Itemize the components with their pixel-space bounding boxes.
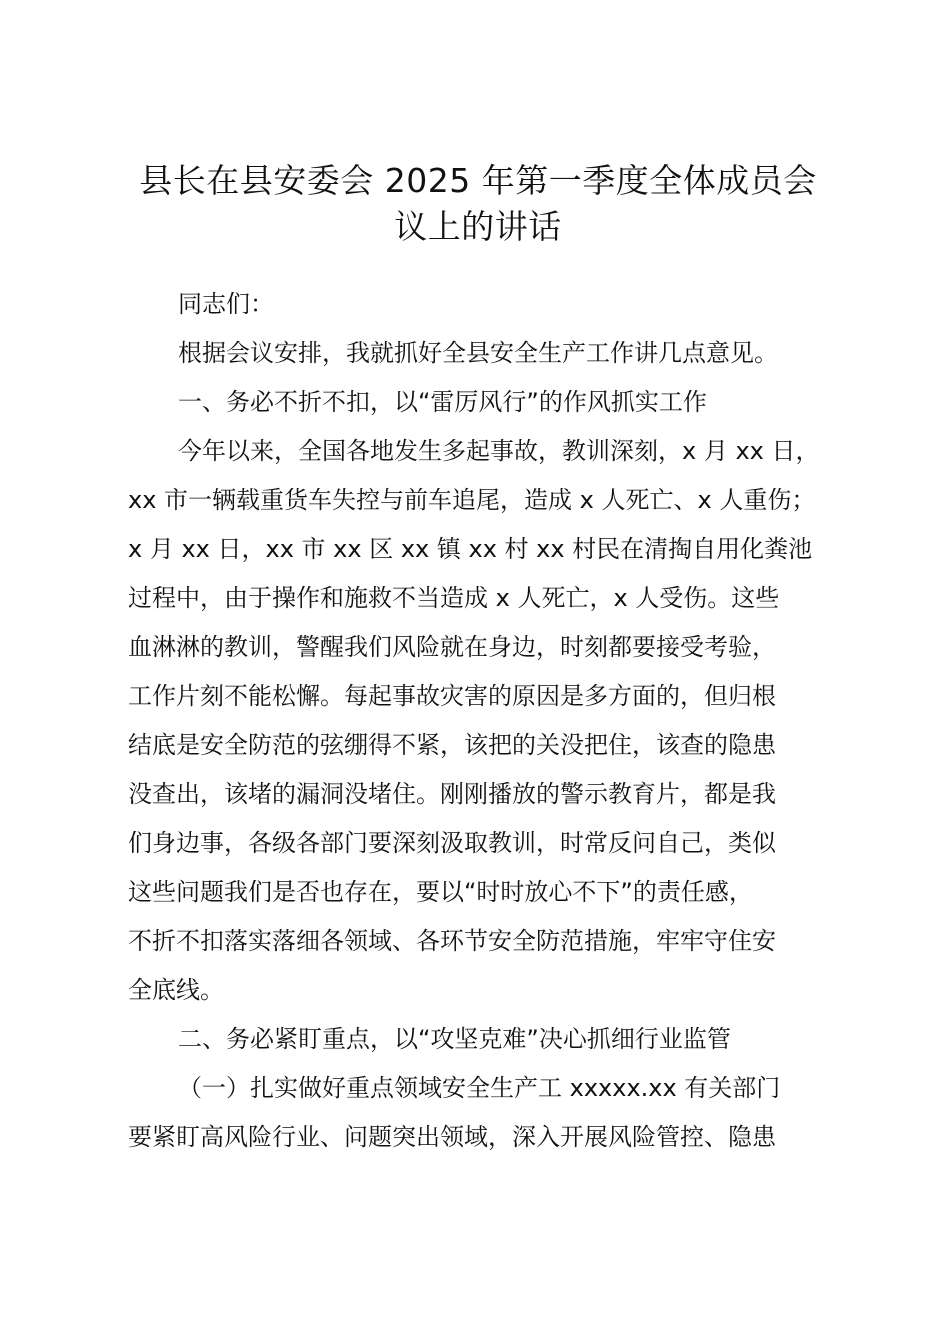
document-title	[120, 158, 836, 250]
intro-paragraph: 根据会议安排，我就抓好全县安全生产工作讲几点意见。	[178, 339, 778, 367]
section-2-heading: 二、务必紧盯重点，以“攻坚克难”决心抓细行业监管	[178, 1025, 731, 1053]
section-1-paragraph	[128, 427, 844, 1015]
paragraph-line: （一）扎实做好重点领域安全生产工 xxxxx.xx 有关部门	[178, 1074, 781, 1102]
paragraph-line: 今年以来，全国各地发生多起事故，教训深刻，x 月 xx 日，	[178, 437, 820, 465]
document-body	[128, 280, 844, 1162]
paragraph-line: 血淋淋的教训，警醒我们风险就在身边，时刻都要接受考验，	[128, 633, 776, 661]
section-1-heading: 一、务必不折不扣，以“雷厉风行”的作风抓实工作	[178, 388, 707, 416]
paragraph-line: 结底是安全防范的弦绷得不紧，该把的关没把住，该查的隐患	[128, 731, 776, 759]
section-2-paragraph	[128, 1064, 844, 1162]
paragraph-line: 这些问题我们是否也存在，要以“时时放心不下”的责任感，	[128, 878, 753, 906]
paragraph-line: 全底线。	[128, 976, 224, 1004]
paragraph-line: 要紧盯高风险行业、问题突出领域，深入开展风险管控、隐患	[128, 1123, 776, 1151]
paragraph-line: 工作片刻不能松懈。每起事故灾害的原因是多方面的，但归根	[128, 682, 776, 710]
paragraph-line: 过程中，由于操作和施救不当造成 x 人死亡，x 人受伤。这些	[128, 584, 780, 612]
title-line-2: 议上的讲话	[394, 207, 562, 246]
paragraph-line: 们身边事，各级各部门要深刻汲取教训，时常反问自己，类似	[128, 829, 776, 857]
paragraph-line: xx 市一辆载重货车失控与前车追尾，造成 x 人死亡、x 人重伤；	[128, 486, 816, 514]
paragraph-line: 没查出，该堵的漏洞没堵住。刚刚播放的警示教育片，都是我	[128, 780, 776, 808]
greeting: 同志们：	[178, 290, 274, 318]
title-line-1: 县长在县安委会 2025 年第一季度全体成员会	[139, 161, 817, 200]
paragraph-line: 不折不扣落实落细各领域、各环节安全防范措施，牢牢守住安	[128, 927, 776, 955]
paragraph-line: x 月 xx 日，xx 市 xx 区 xx 镇 xx 村 xx 村民在清掏自用化粪池	[128, 535, 813, 563]
